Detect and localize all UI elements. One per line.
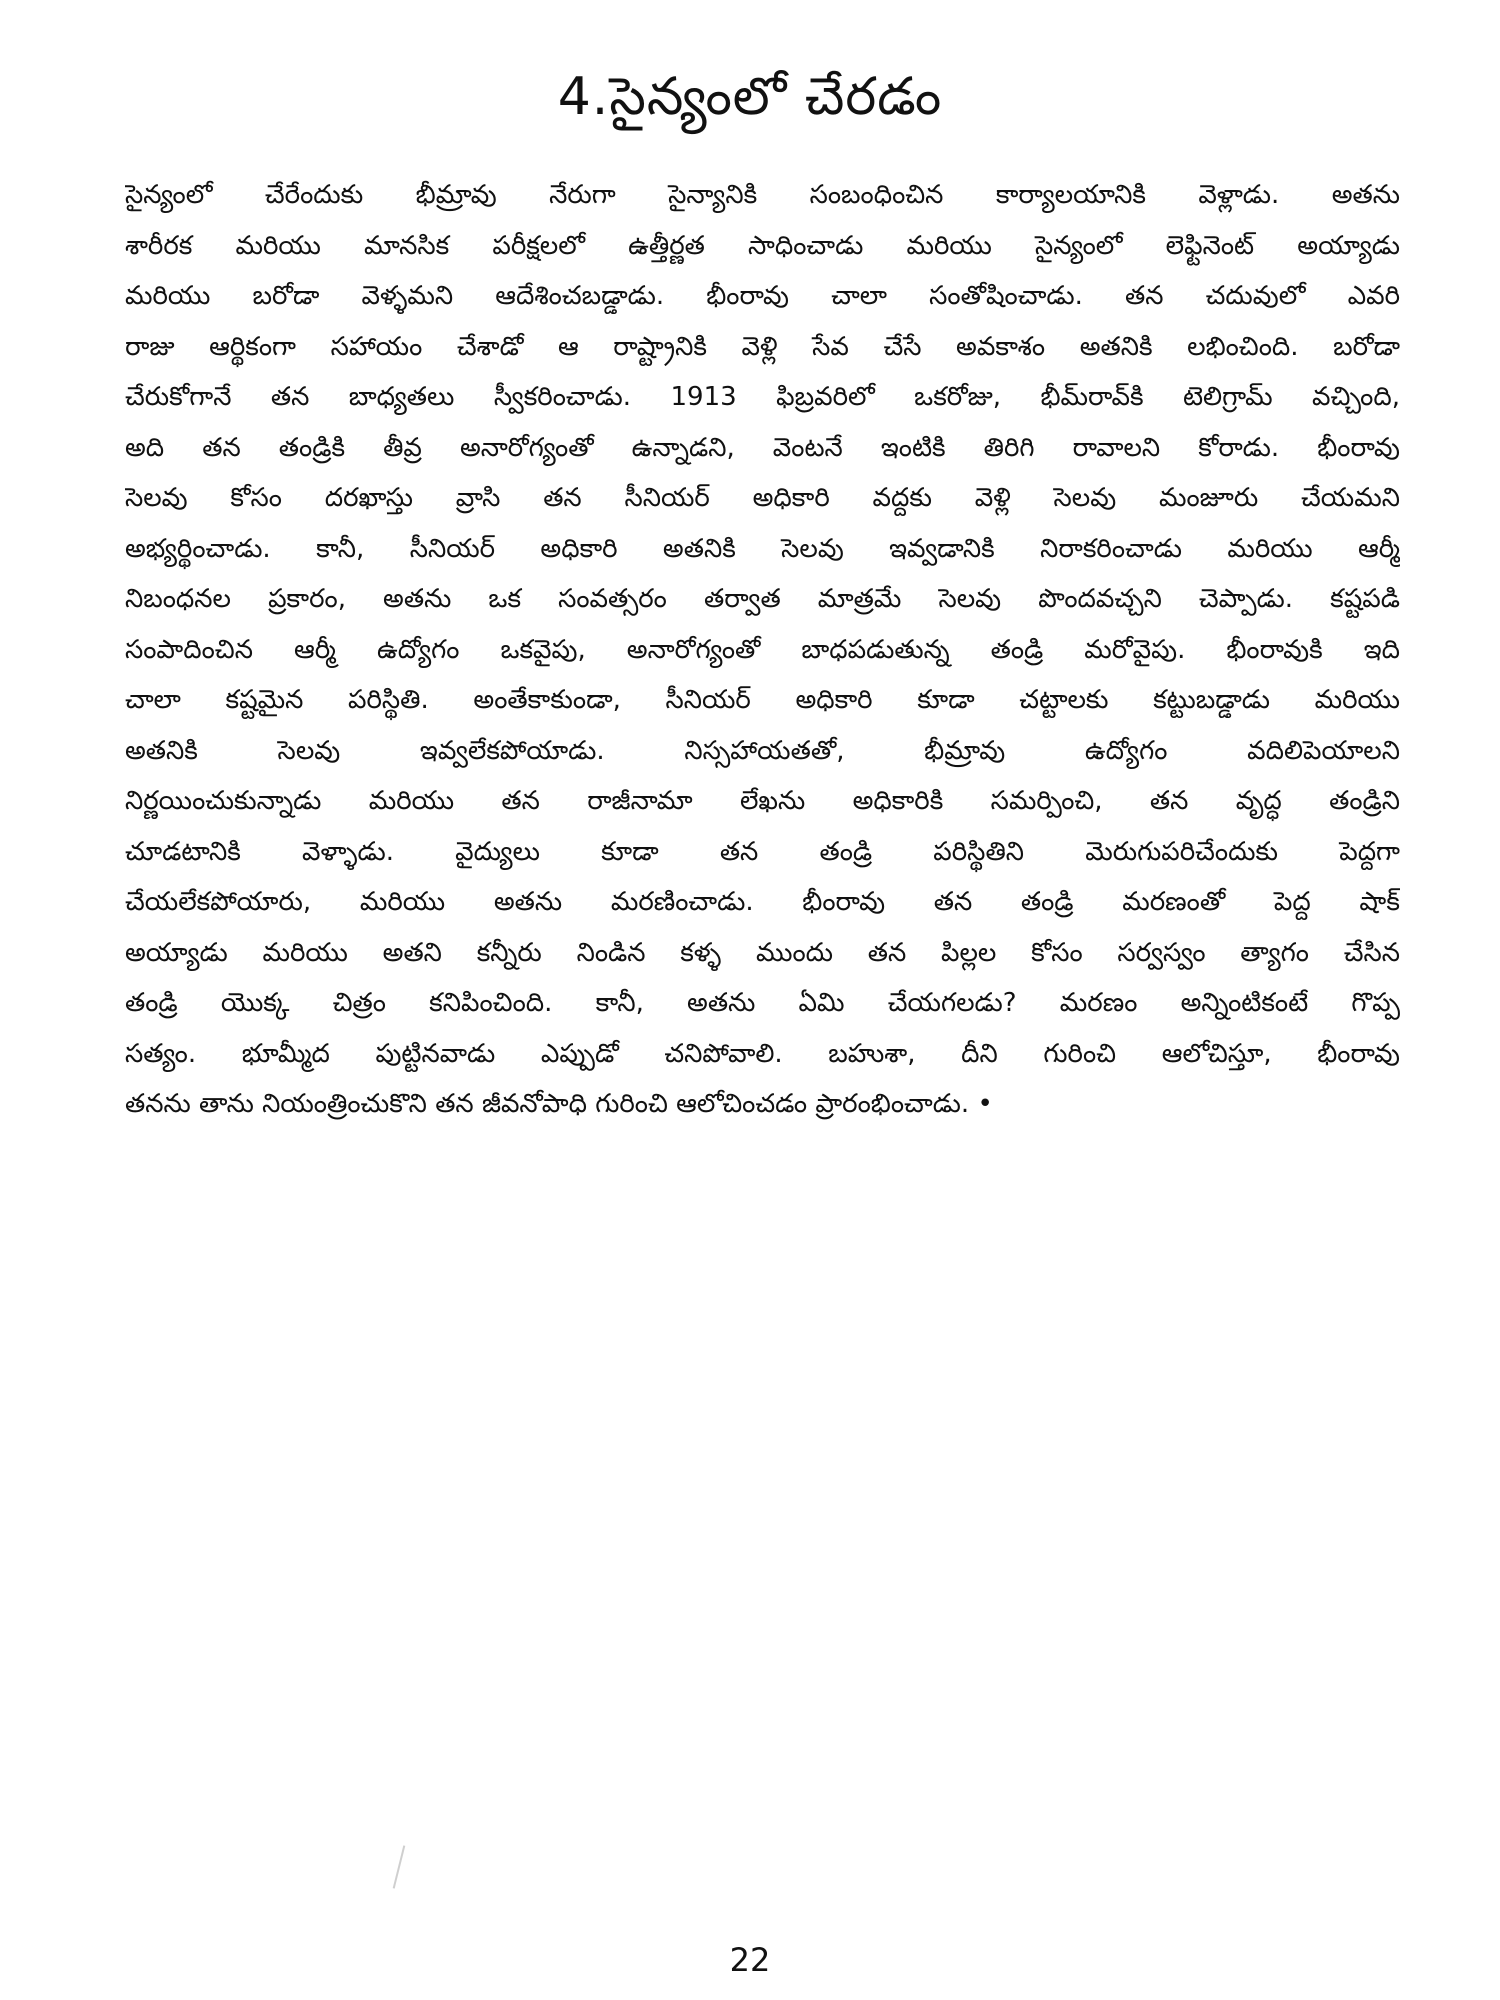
paragraph-line: రాజు ఆర్థికంగా సహాయం చేశాడో ఆ రాష్ట్రానికి వెళ్లి సేవ చేసే అవకాశం అతనికి లభించింది. బరోడా xyxy=(125,331,1400,362)
body-paragraph xyxy=(125,170,1400,1130)
chapter-title: 4.సైన్యంలో చేరడం xyxy=(557,67,943,127)
paragraph-line: మరియు బరోడా వెళ్ళమని ఆదేశించబడ్డాడు. భీంరావు చాలా సంతోషించాడు. తన చదువులో ఎవరి xyxy=(125,281,1400,311)
paragraph-line: అతనికి సెలవు ఇవ్వలేకపోయాడు. నిస్సహాయతతో, భీమ్రావు ఉద్యోగం వదిలిపెయాలని xyxy=(125,735,1400,766)
paragraph-line: శారీరక మరియు మానసిక పరీక్షలలో ఉత్తీర్ణత సాధించాడు మరియు సైన్యంలో లెఫ్టినెంట్ అయ్యాడు xyxy=(125,230,1400,261)
paragraph-line: చాలా కష్టమైన పరిస్థితి. అంతేకాకుండా, సీనియర్ అధికారి కూడా చట్టాలకు కట్టుబడ్డాడు మరియు xyxy=(125,685,1400,715)
paragraph-line: సైన్యంలో చేరేందుకు భీమ్రావు నేరుగా సైన్యానికి సంబంధించిన కార్యాలయానికి వెళ్లాడు. అతను xyxy=(125,180,1400,210)
paragraph-line: చేయలేకపోయారు, మరియు అతను మరణించాడు. భీంరావు తన తండ్రి మరణంతో పెద్ద షాక్ xyxy=(125,887,1400,917)
paragraph-line: సెలవు కోసం దరఖాస్తు వ్రాసి తన సీనియర్ అధికారి వద్దకు వెళ్లి సెలవు మంజూరు చేయమని xyxy=(125,483,1400,513)
paragraph-line: అయ్యాడు మరియు అతని కన్నీరు నిండిన కళ్ళ ముందు తన పిల్లల కోసం సర్వస్వం త్యాగం చేసిన xyxy=(125,937,1400,968)
paragraph-line: చూడటానికి వెళ్ళాడు. వైద్యులు కూడా తన తండ్రి పరిస్థితిని మెరుగుపరిచేందుకు పెద్దగా xyxy=(125,836,1400,867)
paragraph-line: నిబంధనల ప్రకారం, అతను ఒక సంవత్సరం తర్వాత మాత్రమే సెలవు పొందవచ్చని చెప్పాడు. కష్టపడి xyxy=(125,584,1400,614)
paragraph-line: అభ్యర్థించాడు. కానీ, సీనియర్ అధికారి అతనికి సెలవు ఇవ్వడానికి నిరాకరించాడు మరియు ఆర్మీ xyxy=(125,533,1400,564)
paragraph-line: నిర్ణయించుకున్నాడు మరియు తన రాజీనామా లేఖను అధికారికి సమర్పించి, తన వృద్ధ తండ్రిని xyxy=(125,786,1400,816)
paragraph-line: సంపాదించిన ఆర్మీ ఉద్యోగం ఒకవైపు, అనారోగ్యంతో బాధపడుతున్న తండ్రి మరోవైపు. భీంరావుకి ఇది xyxy=(125,634,1400,665)
paragraph-line-last: తనను తాను నియంత్రించుకొని తన జీవనోపాధి గురించి ఆలోచించడం ప్రారంభించాడు. • xyxy=(125,1089,993,1119)
paragraph-line: అది తన తండ్రికి తీవ్ర అనారోగ్యంతో ఉన్నాడని, వెంటనే ఇంటికి తిరిగి రావాలని కోరాడు. భీంరావు xyxy=(125,432,1400,463)
paragraph-line: సత్యం. భూమ్మీద పుట్టినవాడు ఎప్పుడో చనిపోవాలి. బహుశా, దీని గురించి ఆలోచిస్తూ, భీంరావు xyxy=(125,1038,1400,1069)
paragraph-line: తండ్రి యొక్క చిత్రం కనిపించింది. కానీ, అతను ఏమి చేయగలడు? మరణం అన్నింటికంటే గొప్ప xyxy=(125,988,1400,1018)
paragraph-line: చేరుకోగానే తన బాధ్యతలు స్వీకరించాడు. 1913 ఫిబ్రవరిలో ఒకరోజు, భీమ్‌రావ్‌కి టెలిగ్రామ్ వచ్చింది, xyxy=(125,382,1400,412)
page-number: 22 xyxy=(729,1941,771,1979)
scan-artifact-mark xyxy=(393,1845,406,1888)
